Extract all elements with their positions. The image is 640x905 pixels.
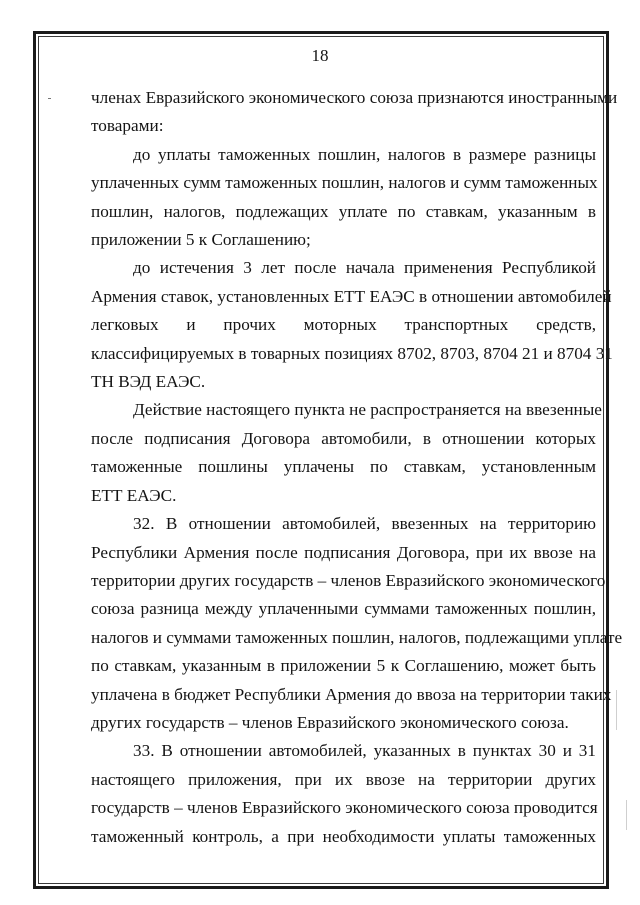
text-line: ЕТТ ЕАЭС. (91, 485, 177, 505)
text-line: легковых и прочих моторных транспортных средств, (91, 315, 596, 335)
text-line: Республики Армения после подписания Договора, при их ввозе на (91, 542, 596, 562)
text-line: до истечения 3 лет после начала применения Республикой (133, 258, 596, 278)
scan-speck (48, 98, 51, 99)
document-body (91, 84, 623, 851)
text-line: приложении 5 к Соглашению; (91, 230, 311, 250)
text-line: классифицируемых в товарных позициях 8702, 8703, 8704 21 и 8704 31 (91, 343, 613, 363)
text-line: до уплаты таможенных пошлин, налогов в размере разницы (133, 144, 596, 164)
text-line: таможенные пошлины уплачены по ставкам, установленным (91, 457, 596, 477)
text-line: Армения ставок, установленных ЕТТ ЕАЭС в отношении автомобилей (91, 286, 612, 306)
text-line: уплачена в бюджет Республики Армения до ввоза на территории таких (91, 684, 612, 704)
text-line: 33. В отношении автомобилей, указанных в пунктах 30 и 31 (133, 741, 596, 761)
text-line: по ставкам, указанным в приложении 5 к Соглашению, может быть (91, 656, 596, 676)
text-line: после подписания Договора автомобили, в отношении которых (91, 428, 596, 448)
text-line: пошлин, налогов, подлежащих уплате по ставкам, указанным в (91, 201, 596, 221)
text-line: ТН ВЭД ЕАЭС. (91, 372, 206, 392)
text-line: союза разница между уплаченными суммами таможенных пошлин, (91, 599, 596, 619)
page-number: 18 (311, 46, 329, 65)
text-line: государств – членов Евразийского экономического союза проводится (91, 798, 598, 818)
text-line: 32. В отношении автомобилей, ввезенных на территорию (133, 514, 596, 534)
scan-edge-mark (626, 800, 627, 830)
text-line: территории других государств – членов Евразийского экономического (91, 570, 606, 590)
text-line: налогов и суммами таможенных пошлин, налогов, подлежащими уплате (91, 627, 623, 647)
text-line: настоящего приложения, при их ввозе на территории других (91, 769, 596, 789)
text-line: Действие настоящего пункта не распространяется на ввезенные (133, 400, 602, 420)
text-line: других государств – членов Евразийского экономического союза. (91, 712, 569, 732)
text-line: товарами: (91, 116, 164, 136)
text-line: членах Евразийского экономического союза признаются иностранными (91, 88, 618, 107)
text-line: таможенный контроль, а при необходимости уплаты таможенных (91, 826, 596, 846)
scan-edge-mark (616, 690, 617, 730)
text-line: уплаченных сумм таможенных пошлин, налогов и сумм таможенных (91, 173, 598, 193)
